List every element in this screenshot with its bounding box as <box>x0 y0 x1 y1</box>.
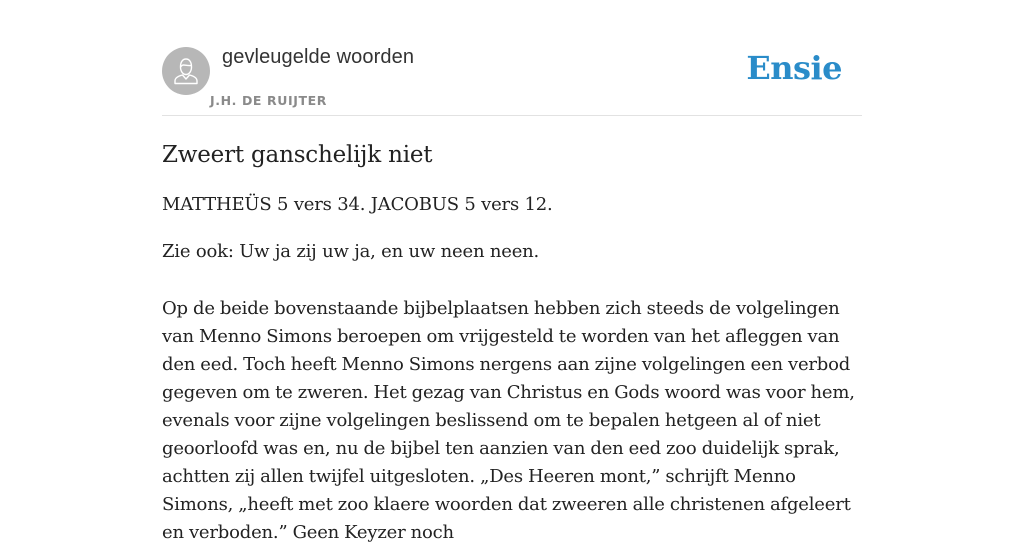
article <box>162 140 862 547</box>
collection-title[interactable]: gevleugelde woorden <box>222 46 415 68</box>
brand-logo[interactable]: Ensie <box>746 49 842 87</box>
see-also-text: Zie ook: Uw ja zij uw ja, en uw neen neen. <box>162 241 540 262</box>
header <box>162 47 862 116</box>
author-avatar[interactable] <box>162 47 210 95</box>
article-body: Op de beide bovenstaande bijbelplaatsen hebben zich steeds de volgelingen van Menno Simons beroepen om vrijgesteld te worden van het afleggen van den eed. Toch heeft Menno Simons nergens aan zijne volgelingen een verbod gegeven om te zweren. Het gezag van Christus en Gods woord was voor hem, evenals voor zijne volgelingen beslissend om te bepalen hetgeen al of niet geoorloofd was en, nu de bijbel ten aanzien van den eed zoo duidelijk sprak, achtten zij allen twijfel uitgesloten. „Des Heeren mont,” schrijft Menno Simons, „heeft met zoo klaere woorden dat zweeren alle christenen afgeleert en verboden.” Geen Keyzer noch <box>162 298 855 543</box>
article-title: Zweert ganschelijk niet <box>162 142 433 168</box>
author-name[interactable]: J.H. DE RUIJTER <box>210 93 327 108</box>
user-icon <box>162 47 210 95</box>
bible-reference: MATTHEÜS 5 vers 34. JACOBUS 5 vers 12. <box>162 194 553 215</box>
